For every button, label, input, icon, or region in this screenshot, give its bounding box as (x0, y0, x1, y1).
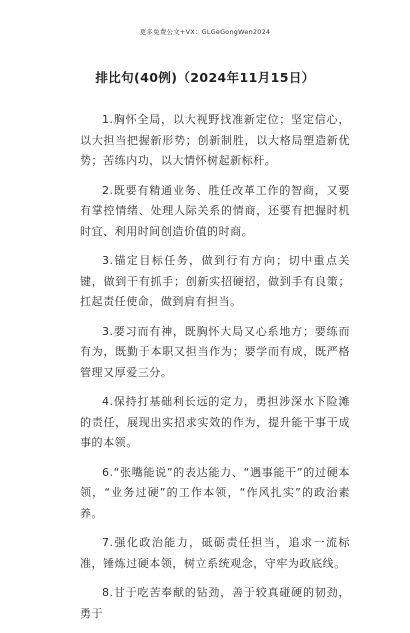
header-note: 更多免费公文+VX：GLGeGongWen2024 (139, 28, 271, 36)
paragraph: 4.保持打基础利长远的定力，勇担涉深水下险滩的责任，展现出实招求实效的作为，提升能干事干成事的本领。 (80, 395, 350, 449)
paragraph: 3.要习而有神，既胸怀大局又心系地方；要练而有为，既勤于本职又担当作为；要学而有成，既严格管理又厚爱三分。 (80, 324, 350, 379)
paragraph: 3.锚定目标任务，做到行有方向；切中重点关键，做到干有抓手；创新实招硬招，做到手有良策；扛起责任使命，做到肩有担当。 (80, 254, 350, 308)
paragraph: 2.既要有精通业务、胜任改革工作的智商，又要有掌控情绪、处理人际关系的情商，还要有把握时机时宜、利用时间创造价值的时商。 (80, 183, 350, 238)
paragraph: 7.强化政治能力，砥砺责任担当，追求一流标准，锤炼过硬本领，树立系统观念，守牢为政底线。 (80, 536, 350, 570)
paragraph: 8.甘于吃苦奉献的钻劲，善于较真碰硬的韧劲，勇于 (80, 586, 350, 620)
paragraph: 6.“张嘴能说”的表达能力、“遇事能干”的过硬本领，“业务过硬”的工作本领，“作风扎实”的政治素养。 (80, 465, 350, 520)
document-title: 排比句(40例)（2024年11月15日） (95, 70, 315, 85)
document-body (80, 110, 350, 633)
paragraph: 1.胸怀全局，以大视野找准新定位；坚定信心，以大担当把握新形势；创新制胜，以大格局塑造新优势；苦练内功，以大情怀树起新标杆。 (80, 113, 350, 167)
